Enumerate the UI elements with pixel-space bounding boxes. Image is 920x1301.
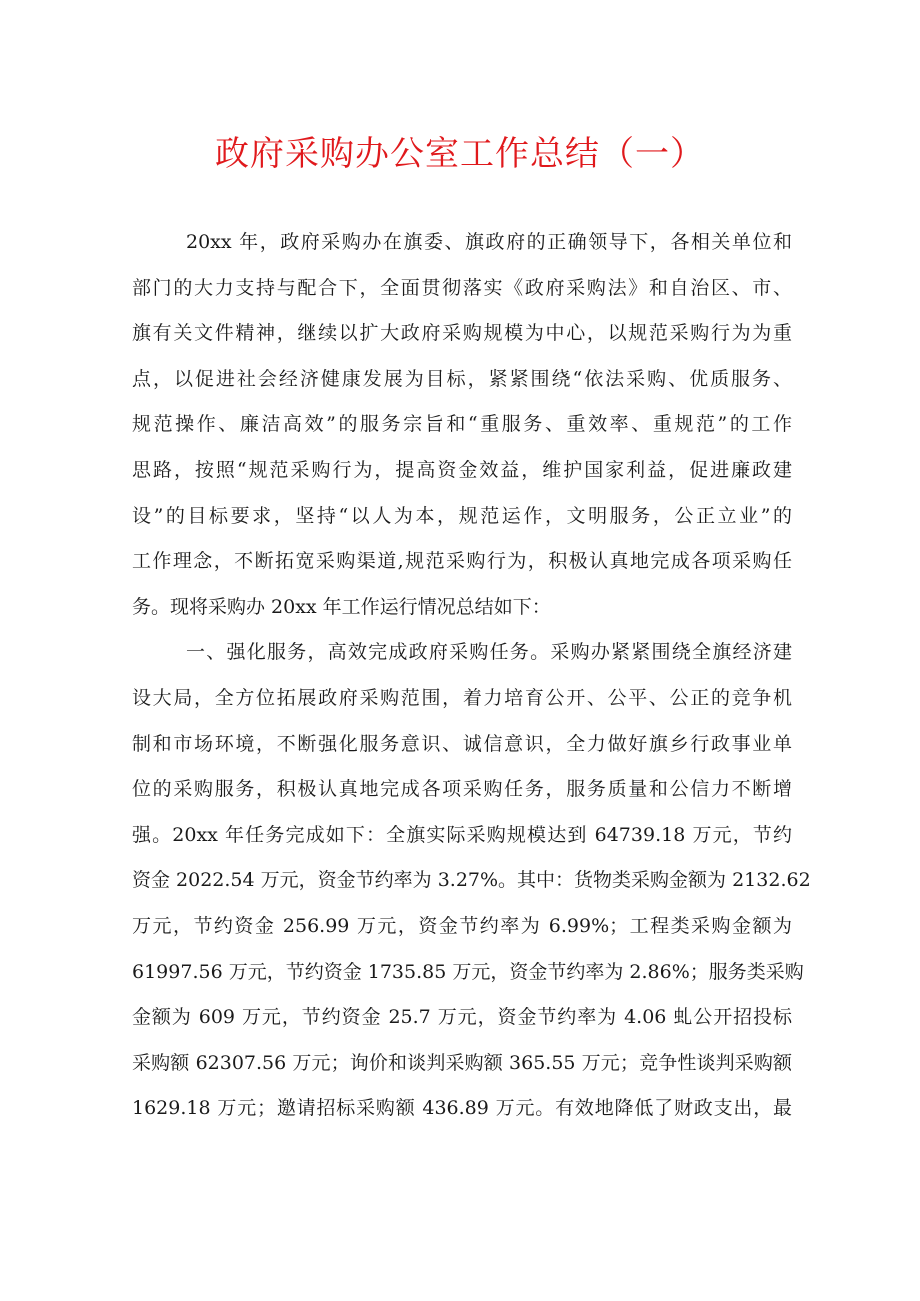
document-title: 政府采购办公室工作总结（一） <box>215 134 705 174</box>
text-line: 强。20xx 年任务完成如下：全旗实际采购规模达到 64739.18 万元，节约 <box>132 823 792 846</box>
text-line: 一、强化服务，高效完成政府采购任务。采购办紧紧围绕全旗经济建 <box>186 641 792 664</box>
document-body <box>132 220 811 1132</box>
text-line: 思路，按照“规范采购行为，提高资金效益，维护国家利益，促进廉政建 <box>132 458 792 481</box>
text-line: 点，以促进社会经济健康发展为目标，紧紧围绕“依法采购、优质服务、 <box>132 367 792 390</box>
text-line: 万元，节约资金 256.99 万元，资金节约率为 6.99%；工程类采购金额为 <box>132 914 792 937</box>
text-line: 位的采购服务，积极认真地完成各项采购任务，服务质量和公信力不断增 <box>132 778 792 801</box>
text-line: 部门的大力支持与配合下，全面贯彻落实《政府采购法》和自治区、市、 <box>132 276 792 299</box>
text-line: 设”的目标要求，坚持“以人为本，规范运作，文明服务，公正立业”的 <box>132 504 792 527</box>
paragraph-2 <box>132 630 811 1132</box>
text-line: 20xx 年，政府采购办在旗委、旗政府的正确领导下，各相关单位和 <box>186 231 792 253</box>
text-line: 务。现将采购办 20xx 年工作运行情况总结如下： <box>132 595 551 618</box>
text-line: 采购额 62307.56 万元；询价和谈判采购额 365.55 万元；竞争性谈判采购额 <box>132 1051 792 1074</box>
text-line: 工作理念，不断拓宽采购渠道,规范采购行为，积极认真地完成各项采购任 <box>132 550 792 573</box>
text-line: 设大局，全方位拓展政府采购范围，着力培育公开、公平、公正的竞争机 <box>132 686 792 709</box>
text-line: 制和市场环境，不断强化服务意识、诚信意识，全力做好旗乡行政事业单 <box>132 732 792 755</box>
text-line: 资金 2022.54 万元，资金节约率为 3.27%。其中：货物类采购金额为 2132.62 <box>132 869 811 892</box>
text-line: 旗有关文件精神，继续以扩大政府采购规模为中心，以规范采购行为为重 <box>132 322 792 345</box>
paragraph-1 <box>132 220 792 630</box>
text-line: 规范操作、廉洁高效”的服务宗旨和“重服务、重效率、重规范”的工作 <box>132 413 792 436</box>
text-line: 1629.18 万元；邀请招标采购额 436.89 万元。有效地降低了财政支出，最 <box>132 1097 792 1120</box>
text-line: 61997.56 万元，节约资金 1735.85 万元，资金节约率为 2.86%；服务类采购 <box>132 960 804 983</box>
text-line: 金额为 609 万元，节约资金 25.7 万元，资金节约率为 4.06 虬公开招投标 <box>132 1006 792 1029</box>
